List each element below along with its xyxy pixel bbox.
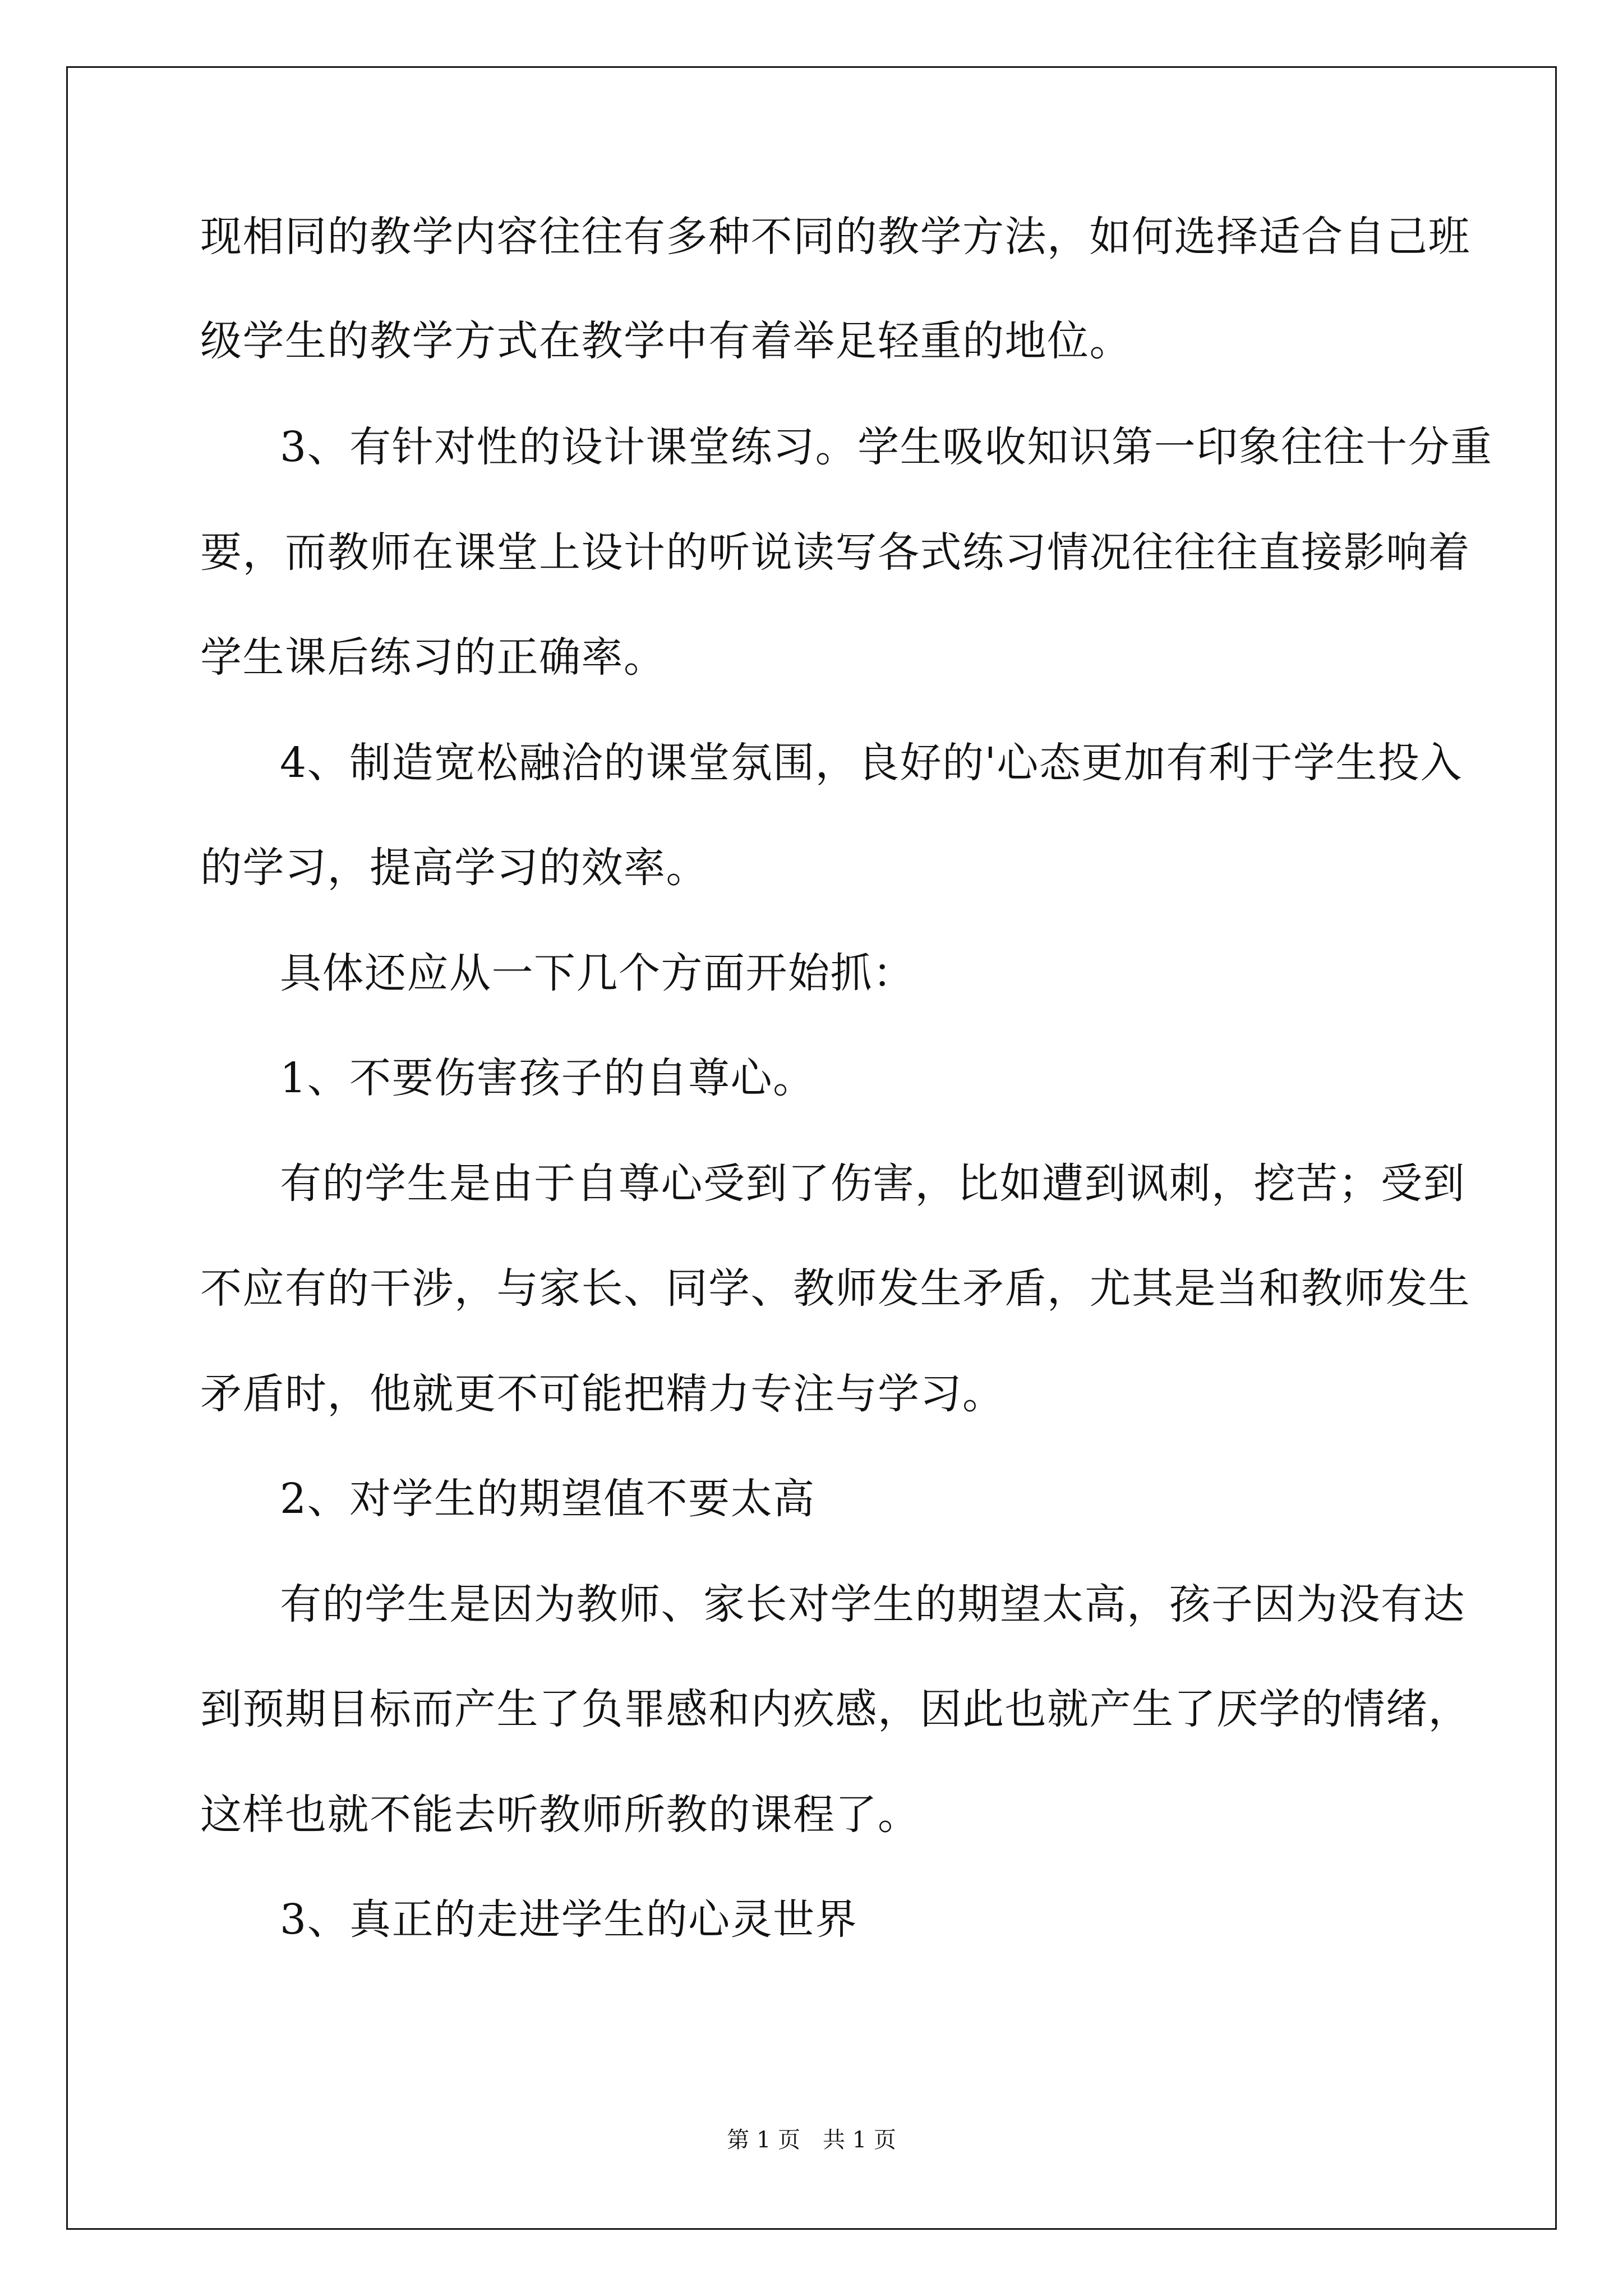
paragraph-line: 矛盾时，他就更不可能把精力专注与学习。: [200, 1370, 1005, 1418]
paragraph-line: 有的学生是由于自尊心受到了伤害，比如遭到讽刺，挖苦；受到: [280, 1159, 1465, 1208]
paragraph-line: 级学生的教学方式在教学中有着举足轻重的地位。: [200, 317, 1132, 365]
paragraph-line: 要，而教师在课堂上设计的听说读写各式练习情况往往往直接影响着: [200, 528, 1470, 577]
paragraph-line: 2、对学生的期望值不要太高: [280, 1475, 815, 1523]
paragraph-line: 1、不要伤害孩子的自尊心。: [280, 1054, 815, 1102]
paragraph-line: 现相同的教学内容往往有多种不同的教学方法，如何选择适合自己班: [200, 213, 1470, 261]
paragraph-line: 3、有针对性的设计课堂练习。学生吸收知识第一印象往往十分重: [280, 423, 1493, 471]
paragraph-line: 这样也就不能去听教师所教的课程了。: [200, 1791, 920, 1839]
paragraph-line: 不应有的干涉，与家长、同学、教师发生矛盾，尤其是当和教师发生: [200, 1264, 1470, 1313]
paragraph-line: 4、制造宽松融洽的课堂氛围，良好的'心态更加有利于学生投入: [280, 739, 1463, 787]
paragraph-line: 具体还应从一下几个方面开始抓：: [280, 949, 915, 997]
paragraph-line: 有的学生是因为教师、家长对学生的期望太高，孩子因为没有达: [280, 1580, 1465, 1628]
paragraph-line: 学生课后练习的正确率。: [200, 633, 666, 682]
paragraph-line: 到预期目标而产生了负罪感和内疚感，因此也就产生了厌学的情绪，: [200, 1685, 1470, 1733]
page-number-footer: 第 1 页 共 1 页: [727, 2127, 896, 2153]
paragraph-line: 3、真正的走进学生的心灵世界: [280, 1895, 858, 1944]
paragraph-line: 的学习，提高学习的效率。: [200, 844, 708, 892]
